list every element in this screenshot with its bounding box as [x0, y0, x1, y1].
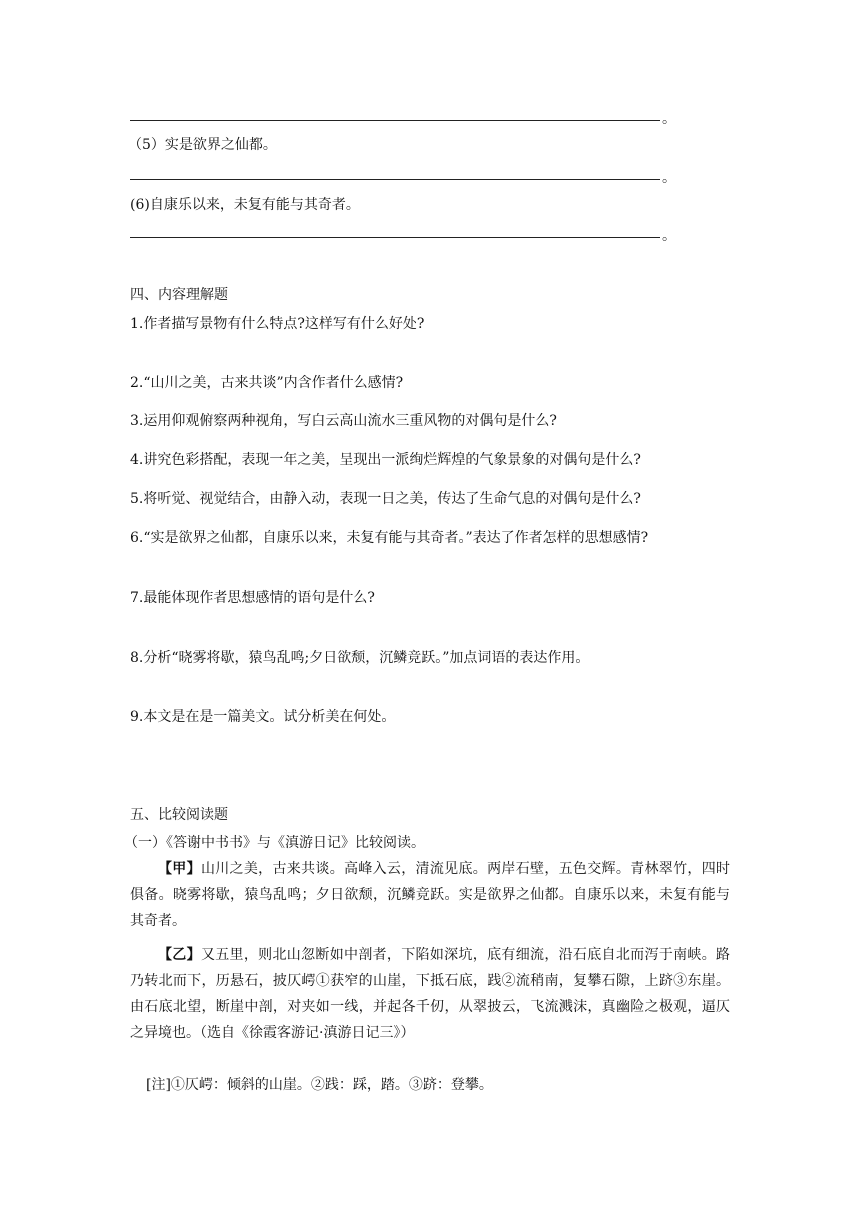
question-item: 7.最能体现作者思想感情的语句是什么?	[130, 590, 375, 606]
period-mark: 。	[662, 111, 676, 127]
question-item: 3.运用仰观俯察两种视角，写白云高山流水三重风物的对偶句是什么?	[130, 413, 557, 429]
period-mark: 。	[662, 170, 676, 186]
answer-line	[130, 179, 660, 180]
passage-yi	[130, 942, 730, 1046]
question-item: 1.作者描写景物有什么特点?这样写有什么好处?	[130, 316, 425, 332]
question-5-text: （5）实是欲界之仙都。	[128, 137, 277, 153]
passage-jia-label: 【甲】	[158, 861, 201, 877]
annotation-note: [注]①仄崿：倾斜的山崖。②践：踩，踏。③跻：登攀。	[146, 1077, 493, 1093]
passage-yi-text: 又五里，则北山忽断如中剖者，下陷如深坑，底有细流，沿石底自北而泻于南峡。路乃转北而下，历悬石，披仄崿①获窄的山崖，下抵石底，践②流稍南，复攀石隙，上跻③东崖。由石底北望，断崖中剖，对夹如一线，并起各千仞，从翠披云，飞流溅沫，真幽险之极观，逼仄之异境也。（选自《徐霞客游记·滇游日记三》）	[130, 947, 731, 1041]
passage-jia-text: 山川之美，古来共谈。高峰入云，清流见底。两岸石壁，五色交辉。青林翠竹，四时俱备。晓雾将歇，猿鸟乱鸣；夕日欲颓，沉鳞竞跃。实是欲界之仙都。自康乐以来，未复有能与其奇者。	[130, 861, 731, 929]
comparison-subtitle: （一）《答谢中书书》与《滇游日记》比较阅读。	[124, 835, 425, 851]
section-4-title: 四、内容理解题	[130, 287, 228, 303]
question-item: 4.讲究色彩搭配，表现一年之美，呈现出一派绚烂辉煌的气象景象的对偶句是什么?	[130, 452, 641, 468]
question-item: 6.“实是欲界之仙都，自康乐以来，未复有能与其奇者。”表达了作者怎样的思想感情?	[130, 530, 649, 546]
passage-yi-label: 【乙】	[158, 947, 201, 963]
section-5-title: 五、比较阅读题	[130, 807, 228, 823]
question-item: 9.本文是在是一篇美文。试分析美在何处。	[130, 709, 396, 725]
question-item: 2.“山川之美，古来共谈”内含作者什么感情?	[130, 375, 404, 391]
answer-line	[130, 120, 660, 121]
question-6-text: (6)自康乐以来，未复有能与其奇者。	[130, 197, 360, 213]
passage-jia	[130, 856, 730, 934]
period-mark: 。	[662, 228, 676, 244]
question-item: 8.分析“晓雾将歇，猿鸟乱鸣;夕日欲颓，沉鳞竞跃。”加点词语的表达作用。	[130, 650, 590, 666]
answer-line	[130, 237, 660, 238]
question-item: 5.将听觉、视觉结合，由静入动，表现一日之美，传达了生命气息的对偶句是什么?	[130, 491, 641, 507]
